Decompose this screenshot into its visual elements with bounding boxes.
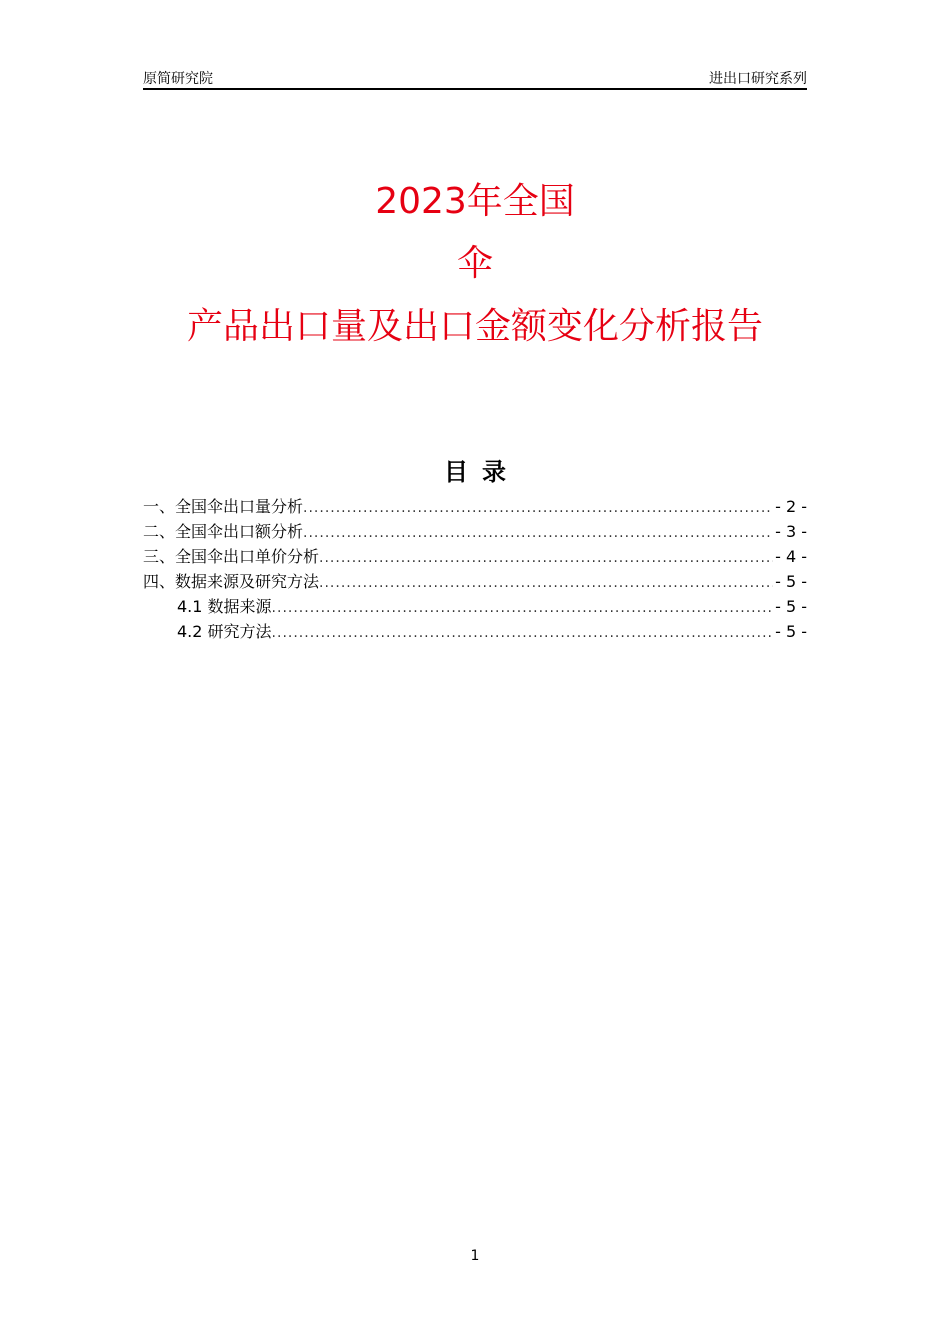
toc-entry-4[interactable] [143,569,807,594]
toc-entry-3[interactable] [143,544,807,569]
toc-leader-dots [303,496,773,521]
toc-entry-page: - 3 - [775,522,807,541]
page-number: 1 [470,1248,480,1264]
toc-entry-label: 4.2 研究方法 [177,622,272,641]
toc-entry-1[interactable] [143,494,807,519]
toc-entry-2[interactable] [143,519,807,544]
toc-entry-label: 三、全国伞出口单价分析 [143,547,320,566]
toc-leader-dots [272,596,774,621]
header-org-name: 原简研究院 [143,71,213,87]
report-title-line-1: 2023年全国 [375,181,575,222]
toc-leader-dots [303,521,773,546]
toc-entry-label: 4.1 数据来源 [177,597,272,616]
page-header [143,66,807,90]
toc-entry-label: 一、全国伞出口量分析 [143,497,304,516]
toc-entry-page: - 4 - [775,547,807,566]
toc-heading: 目录 [444,458,520,486]
toc-leader-dots [272,621,774,646]
toc-entry-4-1[interactable] [143,594,807,619]
toc-entry-label: 二、全国伞出口额分析 [143,522,304,541]
report-title-line-3: 产品出口量及出口金额变化分析报告 [186,306,763,347]
toc-entry-page: - 5 - [775,597,807,616]
toc-entry-page: - 5 - [775,572,807,591]
table-of-contents [143,494,807,644]
toc-entry-label: 四、数据来源及研究方法 [143,572,320,591]
toc-leader-dots [319,546,773,571]
header-series-name: 进出口研究系列 [709,71,807,87]
report-title-line-2: 伞 [456,243,493,284]
toc-leader-dots [319,571,773,596]
toc-entry-4-2[interactable] [143,619,807,644]
toc-entry-page: - 5 - [775,622,807,641]
toc-entry-page: - 2 - [775,497,807,516]
